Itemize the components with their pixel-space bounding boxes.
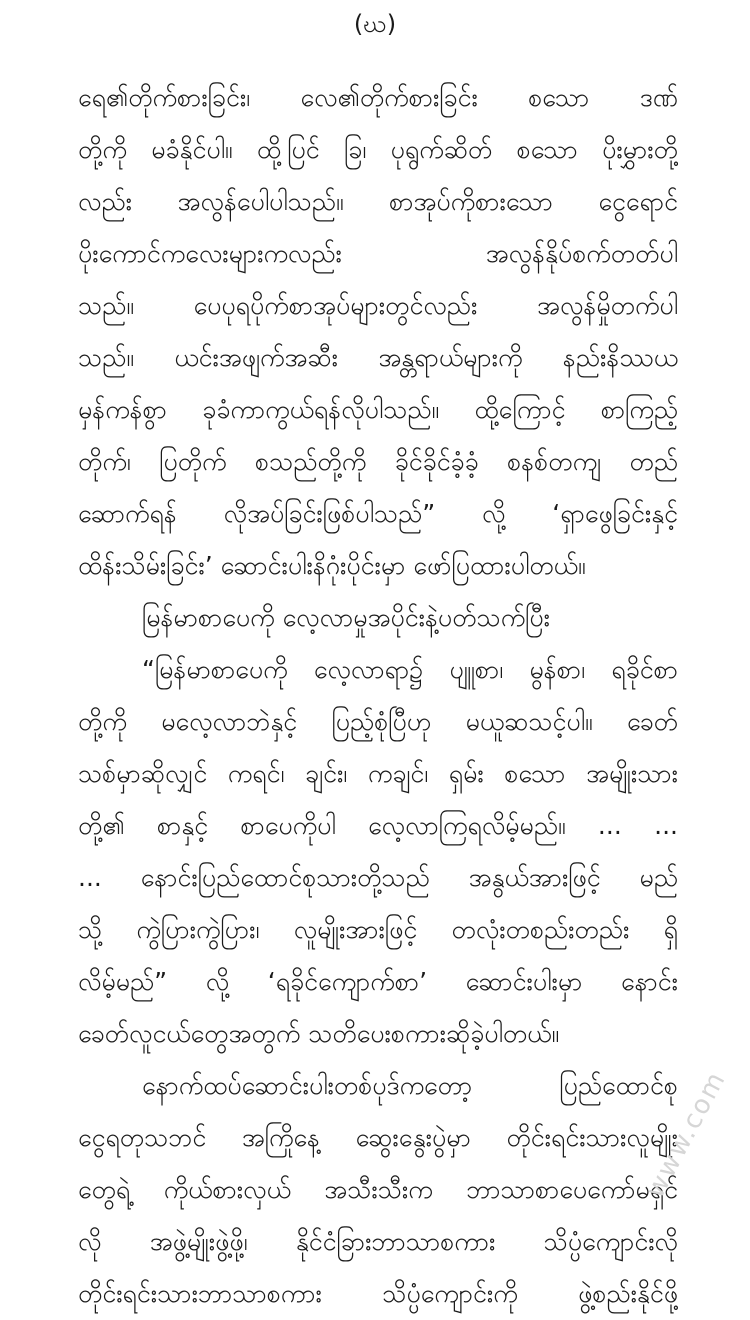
- text-line: ပိုးကောင်ကလေးများကလည်း အလွန်နိုပ်စက်တတ်ပါ: [78, 239, 678, 268]
- text-line: တိုင်းရင်းသားဘာသာစကား သိပ္ပံကျောင်းကို ဖွဲ့စည်းနိုင်ဖို့: [78, 1279, 678, 1308]
- text-line: ဆောက်ရန် လိုအပ်ခြင်းဖြစ်ပါသည်” လို့ ‘ရှာဖွေခြင်းနှင့်: [78, 499, 678, 528]
- text-line: သည်။ ပေပုရပိုက်စာအုပ်များတွင်လည်း အလွန်မှိုတက်ပါ: [78, 291, 678, 320]
- text-line: တိုက်၊ ပြတိုက် စသည်တို့ကို ခိုင်ခိုင်ခံ့ခံ့ စနစ်တကျ တည်: [78, 447, 678, 476]
- text-line: လို အဖွဲ့မျိုးဖွဲ့ဖို့၊ နိုင်ငံခြားဘာသာစကား သိပ္ပံကျောင်းလို: [78, 1227, 678, 1256]
- paragraph-start-line: “မြန်မာစာပေကို လေ့လာရာ၌ ပျူစာ၊ မွန်စာ၊ ရခိုင်စာ: [142, 655, 678, 684]
- text-line: ငွေရတုသဘင် အကြိုနေ့ ဆွေးနွေးပွဲမှာ တိုင်းရင်းသားလူမျိုး: [78, 1123, 678, 1152]
- text-line: သစ်မှာဆိုလျှင် ကရင်၊ ချင်း၊ ကချင်၊ ရှမ်း စသော အမျိုးသား: [78, 759, 678, 788]
- text-line: သည်။ ယင်းအဖျက်အဆီး အန္တရာယ်များကို နည်းနိဿယ: [78, 343, 678, 372]
- body-text: [78, 72, 678, 1320]
- text-line: ခေတ်လူငယ်တွေအတွက် သတိပေးစကားဆိုခဲ့ပါတယ်။: [78, 1019, 560, 1048]
- page-number: (ဃ): [353, 10, 397, 38]
- text-line: မှန်ကန်စွာ ခုခံကာကွယ်ရန်လိုပါသည်။ ထို့ကြောင့် စာကြည့်: [78, 395, 678, 424]
- text-line: သို့ ကွဲပြားကွဲပြား၊ လူမျိုးအားဖြင့် တလုံးတစည်းတည်း ရှိ: [78, 915, 678, 944]
- text-line: တို့ကို မခံနိုင်ပါ။ ထို့ပြင် ခြ၊ ပုရွက်ဆိတ် စသော ပိုးမွှားတို့: [78, 135, 678, 164]
- text-line: တွေရဲ့ ကိုယ်စားလှယ် အသီးသီးက ဘာသာစာပေကော်မရှင်: [78, 1175, 678, 1204]
- text-line: တို့ကို မလေ့လာဘဲနှင့် ပြည့်စုံပြီဟု မယူဆသင့်ပါ။ ခေတ်: [78, 707, 678, 736]
- text-line: ... နောင်းပြည်ထောင်စုသားတို့သည် အနွယ်အားဖြင့် မည်: [78, 863, 678, 892]
- paragraph-start-line: မြန်မာစာပေကို လေ့လာမှုအပိုင်းနဲ့ပတ်သက်ပြီး: [142, 603, 550, 632]
- text-line: လိမ့်မည်” လို့ ‘ရခိုင်ကျောက်စာ’ ဆောင်းပါးမှာ နောင်း: [78, 967, 678, 996]
- text-line: လည်း အလွန်ပေါပါသည်။ စာအုပ်ကိုစားသော ငွေရောင်: [78, 187, 678, 216]
- text-line: ရေ၏တိုက်စားခြင်း၊ လေ၏တိုက်စားခြင်း စသော ဒဏ်: [78, 83, 678, 112]
- text-line: ထိန်းသိမ်းခြင်း’ ဆောင်းပါးနိဂုံးပိုင်းမှာ ဖော်ပြထားပါတယ်။: [78, 551, 586, 580]
- paragraph-start-line: နောက်ထပ်ဆောင်းပါးတစ်ပုဒ်ကတော့ ပြည်ထောင်စု: [142, 1071, 678, 1100]
- text-line: တို့၏ စာနှင့် စာပေကိုပါ လေ့လာကြရလိမ့်မည်။ ... ...: [78, 811, 678, 840]
- watermark: www.com: [640, 1065, 732, 1203]
